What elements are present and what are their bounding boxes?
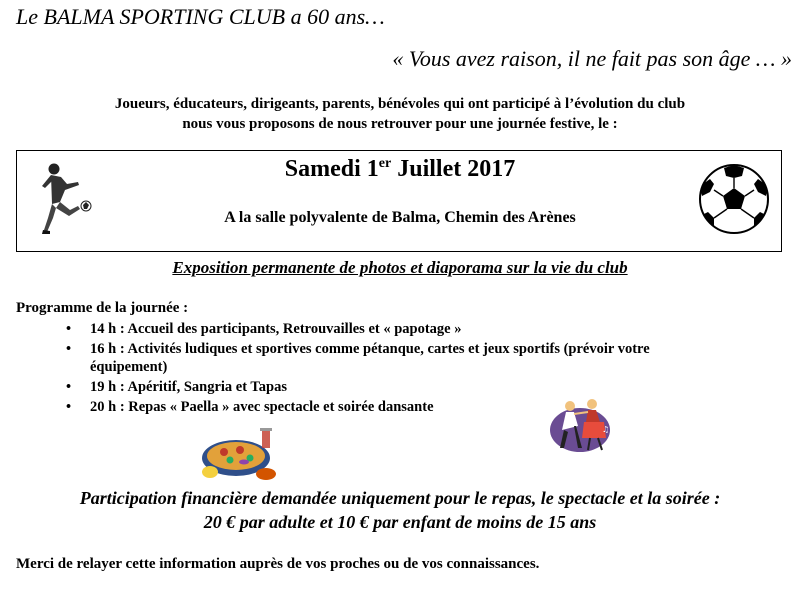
programme-title: Programme de la journée : <box>16 300 189 316</box>
list-item: • 16 h : Activités ludiques et sportives comme pétanque, cartes et jeux sportifs (prévoir votre équipement) <box>66 340 730 376</box>
list-item: • 20 h : Repas « Paella » avec spectacle et soirée dansante <box>66 398 786 416</box>
svg-text:♪: ♪ <box>552 409 558 418</box>
closing-note: Merci de relayer cette information auprès de vos proches ou de vos connaissances. <box>16 556 540 572</box>
paella-icon <box>196 428 286 484</box>
list-item: • 14 h : Accueil des participants, Retrouvailles et « papotage » <box>66 320 786 338</box>
page-title: Le BALMA SPORTING CLUB a 60 ans… <box>16 4 385 29</box>
funding-line-1: Participation financière demandée uniquement pour le repas, le spectacle et la soirée : <box>79 488 721 508</box>
svg-text:♫: ♫ <box>602 425 610 434</box>
intro-line-1: Joueurs, éducateurs, dirigeants, parents, bénévoles qui ont participé à l’évolution du club <box>114 96 686 112</box>
funding-line-2: 20 € par adulte et 10 € par enfant de moins de 15 ans <box>203 512 597 532</box>
dancers-icon <box>548 396 612 456</box>
list-item: • 19 h : Apéritif, Sangria et Tapas <box>66 378 786 396</box>
exposition-banner: Exposition permanente de photos et diaporama sur la vie du club <box>172 258 628 277</box>
tagline: « Vous avez raison, il ne fait pas son âge … » <box>392 46 792 71</box>
programme-list <box>66 320 786 418</box>
event-date: Samedi 1er Juillet 2017 <box>284 156 516 182</box>
event-venue: A la salle polyvalente de Balma, Chemin des Arènes <box>224 209 576 226</box>
intro-line-2: nous vous proposons de nous retrouver pour une journée festive, le : <box>182 116 618 132</box>
